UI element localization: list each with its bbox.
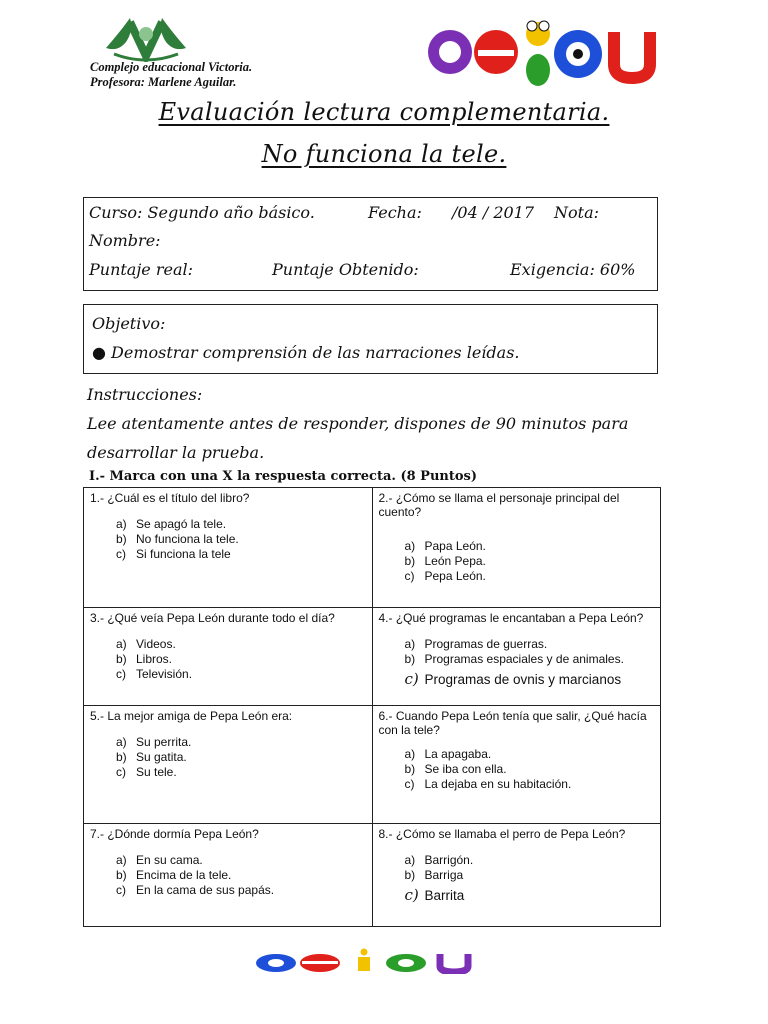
- option-item[interactable]: a) Su perrita.: [116, 735, 192, 749]
- option-item[interactable]: b) Se iba con ella.: [404, 762, 507, 776]
- question-cell: [84, 824, 373, 927]
- objective-box: [83, 304, 658, 374]
- question-cell: [372, 608, 661, 706]
- instructions-line-1: Lee atentamente antes de responder, dispones de 90 minutos para: [87, 414, 629, 433]
- school-info: [90, 60, 252, 90]
- question-text: 2.- ¿Cómo se llama el personaje principal del cuento?: [378, 491, 620, 519]
- options-list: [379, 539, 655, 584]
- question-cell: [84, 488, 373, 608]
- option-item[interactable]: c) Pepa León.: [404, 569, 486, 583]
- options-list: [379, 637, 655, 689]
- requirement-label: Exigencia: 60%: [510, 260, 636, 279]
- question-text: 3.- ¿Qué veía Pepa León durante todo el día?: [90, 611, 335, 625]
- page-title: Evaluación lectura complementaria.: [158, 98, 610, 126]
- question-cell: [84, 608, 373, 706]
- option-item[interactable]: a) La apagaba.: [404, 747, 492, 761]
- options-list: [90, 735, 366, 780]
- course-label: Curso: Segundo año básico.: [89, 203, 315, 222]
- school-logo: [100, 12, 192, 62]
- option-item[interactable]: c) Su tele.: [116, 765, 177, 779]
- options-list: [90, 853, 366, 898]
- option-item[interactable]: b) Programas espaciales y de animales.: [404, 652, 624, 666]
- option-item[interactable]: b) Libros.: [116, 652, 173, 666]
- objective-item: ● Demostrar comprensión de las narraciones leídas.: [92, 343, 520, 362]
- question-cell: [84, 706, 373, 824]
- option-item[interactable]: c) Si funciona la tele: [116, 547, 231, 561]
- obtained-score-label: Puntaje Obtenido:: [272, 260, 419, 279]
- option-item[interactable]: b) León Pepa.: [404, 554, 486, 568]
- name-label: Nombre:: [89, 231, 161, 250]
- option-item[interactable]: c) Barrita: [404, 886, 465, 904]
- question-text: 6.- Cuando Pepa León tenía que salir, ¿Qué hacía con la tele?: [378, 709, 647, 737]
- options-list: [90, 517, 366, 562]
- vowels-footer-image: [254, 948, 480, 974]
- option-item[interactable]: b) No funciona la tele.: [116, 532, 239, 546]
- question-cell: [372, 706, 661, 824]
- grade-label: Nota:: [554, 203, 599, 222]
- options-list: [379, 853, 655, 905]
- options-list: [90, 637, 366, 682]
- school-name: Complejo educacional Victoria.: [90, 60, 253, 74]
- date-label: Fecha:: [368, 203, 422, 222]
- question-text: 5.- La mejor amiga de Pepa León era:: [90, 709, 293, 723]
- section-title: I.- Marca con una X la respuesta correcta. (8 Puntos): [89, 469, 477, 484]
- question-text: 8.- ¿Cómo se llamaba el perro de Pepa León?: [378, 827, 626, 841]
- bullet-icon: ●: [92, 343, 112, 362]
- student-info-box: [83, 197, 658, 291]
- vowels-cartoon-image: [422, 12, 662, 87]
- question-text: 4.- ¿Qué programas le encantaban a Pepa León?: [378, 611, 644, 625]
- option-item[interactable]: c) Programas de ovnis y marcianos: [404, 670, 622, 688]
- option-item[interactable]: b) Encima de la tele.: [116, 868, 232, 882]
- options-list: [379, 747, 655, 792]
- instructions-label: Instrucciones:: [87, 385, 203, 404]
- option-item[interactable]: c) Televisión.: [116, 667, 193, 681]
- option-item[interactable]: b) Su gatita.: [116, 750, 187, 764]
- question-text: 1.- ¿Cuál es el título del libro?: [90, 491, 250, 505]
- question-text: 7.- ¿Dónde dormía Pepa León?: [90, 827, 259, 841]
- objective-label: Objetivo:: [92, 314, 166, 333]
- question-cell: [372, 824, 661, 927]
- real-score-label: Puntaje real:: [89, 260, 194, 279]
- option-item[interactable]: a) Programas de guerras.: [404, 637, 548, 651]
- option-item[interactable]: a) Se apagó la tele.: [116, 517, 227, 531]
- option-item[interactable]: b) Barriga: [404, 868, 464, 882]
- option-item[interactable]: c) La dejaba en su habitación.: [404, 777, 572, 791]
- option-item[interactable]: a) Videos.: [116, 637, 176, 651]
- date-value: /04 / 2017: [452, 203, 535, 222]
- questions-table: [83, 487, 661, 927]
- option-item[interactable]: a) Barrigón.: [404, 853, 474, 867]
- option-item[interactable]: a) Papa León.: [404, 539, 486, 553]
- option-item[interactable]: a) En su cama.: [116, 853, 203, 867]
- instructions-line-2: desarrollar la prueba.: [87, 443, 265, 462]
- option-item[interactable]: c) En la cama de sus papás.: [116, 883, 275, 897]
- question-cell: [372, 488, 661, 608]
- page-subtitle: No funciona la tele.: [261, 140, 507, 168]
- teacher-name: Profesora: Marlene Aguilar.: [90, 75, 237, 89]
